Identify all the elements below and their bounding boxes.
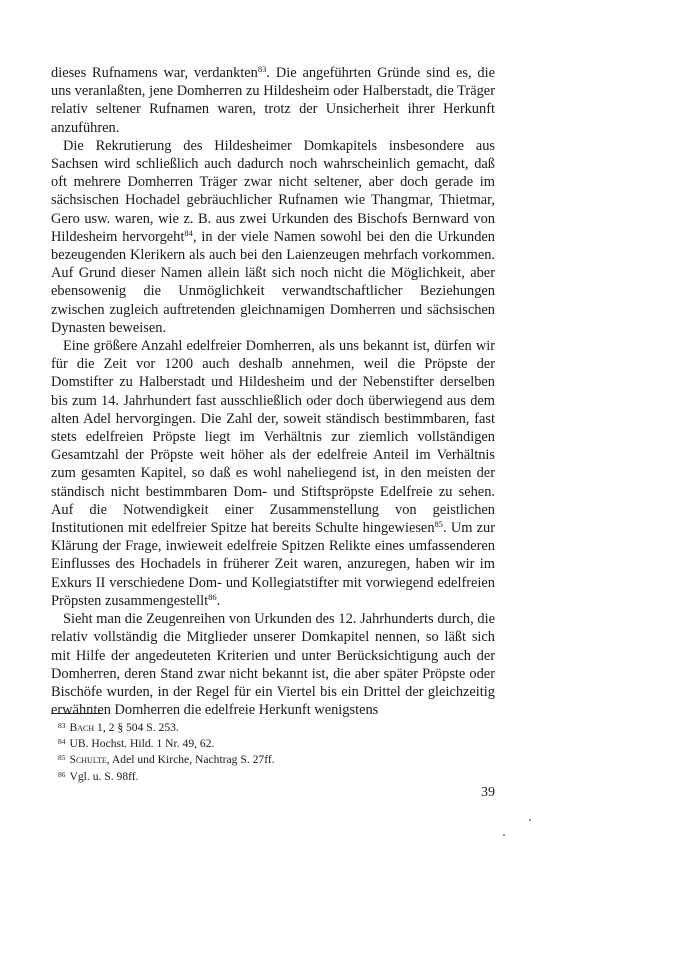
paragraph <box>51 137 495 337</box>
footnotes <box>58 719 488 784</box>
paragraph-text: Eine größere Anzahl edelfreier Domherren, als uns bekannt ist, dürfen wir für die Zeit vor 1200 auch deshalb annehmen, weil die Pröpste der Domstifter zu Halberstadt und Hildesheim und der Nebenstifter derselben bis zum 14. Jahrhundert fast ausschließlich oder doch überwiegend aus dem alten Adel hervorgingen. Die Zahl der, soweit ständisch bestimmbaren, fast stets edelfreien Pröpste liegt im Verhältnis zur ziemlich vollständigen Gesamtzahl der Pröpste weit höher als der edelfreie Anteil im Verhältnis zum gesamten Kapitel, so daß es wohl naheliegend ist, in den meisten der ständisch nicht bestimmbaren Dom- und Stiftspröpste Edelfreie zu sehen. Auf die Notwendigkeit einer Zusammenstellung von geistlichen Institutionen mit edelfreier Spitze hat bereits Schulte hingewiesen <box>51 338 495 537</box>
page-number: 39 <box>481 785 495 800</box>
footnote-reference: 83 <box>257 64 267 74</box>
footnote <box>58 751 488 767</box>
body-text <box>51 64 495 719</box>
footnote <box>58 719 488 735</box>
paragraph-text: . Um zur Klärung der Frage, inwieweit edelfreie Spitzen Relikte eines umfassenderen Einflusses des Hochadels in früherer Zeit waren, anzuregen, haben wir im Exkurs II verschiedene Dom- und Kollegiatstifter mit vorwiegend edelfreien Pröpsten zusammengestellt <box>51 520 495 609</box>
footnote-number: 85 <box>58 753 66 763</box>
paragraph-text: Sieht man die Zeugenreihen von Urkunden des 12. Jahrhunderts durch, die relativ vollständig die Mitglieder unserer Domkapitel nennen, so läßt sich mit Hilfe der angedeuteten Kriterien und unter Berücksichtigung auch der Domherren, deren Stand zwar nicht bekannt ist, die aber später Pröpste oder Bischöfe wurden, in der Regel für ein Viertel bis ein Drittel der gleichzeitig erwähnten Domherren die edelfreie Herkunft wenigstens <box>51 611 495 719</box>
footnote-separator <box>51 713 103 714</box>
footnote-text: , Adel und Kirche, Nachtrag S. 27ff. <box>106 753 275 767</box>
footnote-text: 1, 2 § 504 S. 253. <box>94 721 179 734</box>
paragraph <box>51 610 495 719</box>
footnote-number: 86 <box>58 769 66 779</box>
paragraph <box>51 337 495 610</box>
scan-speck <box>529 819 531 821</box>
footnote <box>58 735 488 751</box>
footnote-author: Schulte <box>69 753 107 767</box>
paragraph <box>51 64 495 137</box>
footnote-author: Bach <box>69 721 95 734</box>
scan-speck <box>503 834 505 836</box>
footnote-number: 83 <box>58 721 66 730</box>
footnote-reference: 85 <box>434 519 444 530</box>
footnote-text: UB. Hochst. Hild. 1 Nr. 49, 62. <box>69 737 215 751</box>
paragraph-text: Die Rekrutierung des Hildesheimer Domkapitels insbesondere aus Sachsen wird schließlich auch dadurch noch wahrscheinlich gemacht, daß oft mehrere Domherren Träger zwar nicht seltener, aber doch gerade im sächsischen Hochadel gebräuchlicher Rufnamen wie Thangmar, Thietmar, Gero usw. waren, wie z. B. aus zwei Urkunden des Bischofs Bernward von Hildesheim hervorgeht <box>51 137 495 245</box>
footnote-text: Vgl. u. S. 98ff. <box>69 769 139 783</box>
paragraph-text: dieses Rufnamens war, verdankten <box>51 65 258 81</box>
footnote-number: 84 <box>58 737 66 747</box>
footnote <box>58 768 488 784</box>
paragraph-text: . <box>216 592 221 609</box>
footnote-reference: 86 <box>208 591 217 602</box>
footnote-reference: 84 <box>184 227 193 238</box>
paragraph-text: . Die angeführten Gründe sind es, die uns veranlaßten, jene Domherren zu Hildesheim oder Halberstadt, die Träger relativ seltener Rufnamen waren, trotz der Unsicherheit ihrer Herkunft anzuführen. <box>51 65 496 136</box>
paragraph-text: , in der viele Namen sowohl bei den die Urkunden bezeugenden Klerikern als auch bei den Laienzeugen mehrfach vorkommen. Auf Grund dieser Namen allein läßt sich noch nicht die Möglichkeit, aber ebensowenig die Unmöglichkeit verwandtschaftlicher Beziehungen zwischen zugleich auftretenden gleichnamigen Domherren und sächsischen Dynasten beweisen. <box>51 228 495 336</box>
